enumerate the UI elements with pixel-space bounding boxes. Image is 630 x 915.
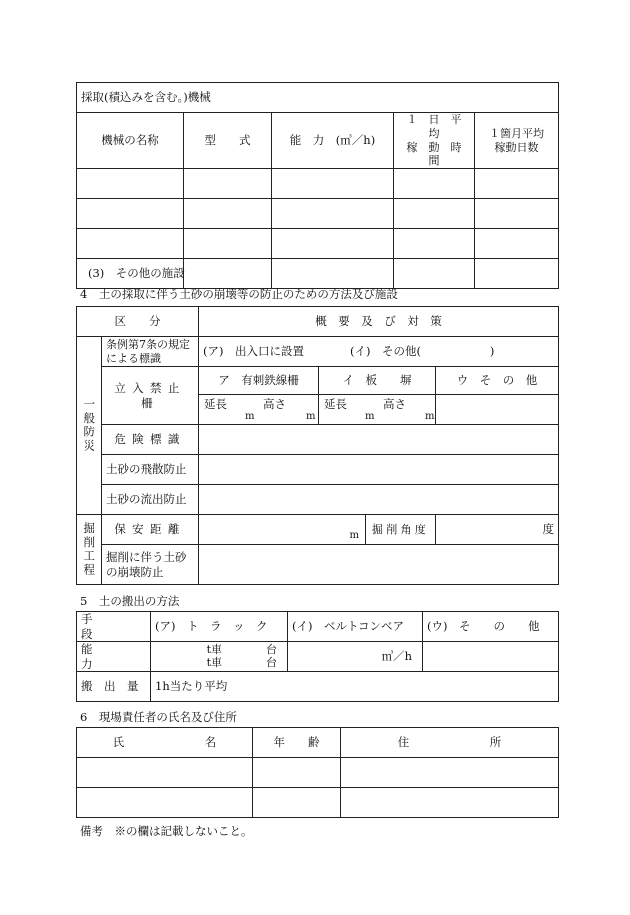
machinery-title: 採取(積込みを含む。)機械	[77, 83, 559, 113]
fence-board-dims[interactable]: 延長 高さ m m	[319, 395, 436, 425]
table-cell[interactable]	[394, 199, 475, 229]
table-cell[interactable]	[77, 229, 184, 259]
header-summary: 概 要 及 び 対 策	[199, 307, 559, 337]
table-cell[interactable]	[77, 199, 184, 229]
outflow-prevention-value[interactable]	[199, 485, 559, 515]
table-cell[interactable]	[475, 259, 559, 289]
group-general-disaster: 一般防災	[77, 337, 102, 515]
scatter-prevention-label: 土砂の飛散防止	[102, 455, 199, 485]
header-daily-hours: １ 日 平 均 稼 動 時 間	[394, 113, 475, 169]
table-cell[interactable]	[475, 229, 559, 259]
table-cell[interactable]	[475, 169, 559, 199]
machinery-table	[76, 82, 559, 289]
group-excavation: 掘削工程	[77, 515, 102, 585]
scatter-prevention-value[interactable]	[199, 455, 559, 485]
table-cell[interactable]	[272, 259, 394, 289]
table-cell[interactable]	[272, 229, 394, 259]
table-cell[interactable]	[394, 229, 475, 259]
volume-label: 搬 出 量	[77, 672, 151, 702]
table-cell[interactable]	[272, 169, 394, 199]
degree-unit: 度	[542, 522, 554, 537]
table-cell[interactable]	[341, 788, 559, 818]
header-capacity: 能 力 (㎥／h)	[272, 113, 394, 169]
table-cell[interactable]	[394, 169, 475, 199]
safety-distance-value[interactable]: m	[199, 515, 366, 545]
table-cell[interactable]	[77, 169, 184, 199]
table-cell[interactable]	[184, 199, 272, 229]
disaster-prevention-table	[76, 306, 559, 585]
header-model: 型 式	[184, 113, 272, 169]
conveyor-capacity[interactable]: ㎥／h	[288, 642, 423, 672]
section6-title: 6 現場責任者の氏名及び住所	[80, 710, 237, 724]
table-cell[interactable]	[184, 259, 272, 289]
table-cell[interactable]	[341, 758, 559, 788]
excavation-angle-value[interactable]	[436, 515, 559, 545]
table-cell[interactable]	[272, 199, 394, 229]
transport-table	[76, 611, 559, 702]
header-monthly-days: １箇月平均 稼動日数	[475, 113, 559, 169]
danger-sign-value[interactable]	[199, 425, 559, 455]
table-cell[interactable]	[77, 788, 253, 818]
sign-label: 条例第7条の規定による標識	[102, 337, 199, 367]
table-row	[77, 788, 559, 818]
table-row	[77, 229, 559, 259]
capacity-label: 能 力	[77, 642, 151, 672]
other-capacity[interactable]	[423, 642, 559, 672]
fence-type-other: ウ そ の 他	[436, 367, 559, 395]
note: 備考 ※の欄は記載しないこと。	[80, 824, 253, 838]
table-cell[interactable]	[394, 259, 475, 289]
collapse-prevention-value[interactable]	[199, 545, 559, 585]
table-cell[interactable]	[184, 229, 272, 259]
safety-distance-label: 保安距離	[102, 515, 199, 545]
section5-title: 5 土の搬出の方法	[80, 594, 180, 608]
header-machine-name: 機械の名称	[77, 113, 184, 169]
truck-capacity[interactable]: t車 台 t車 台	[151, 642, 288, 672]
fence-label: 立入禁止柵	[102, 367, 199, 425]
table-cell[interactable]	[253, 758, 341, 788]
header-category: 区 分	[77, 307, 199, 337]
fence-barbed-dims[interactable]: 延長 高さ m m	[199, 395, 319, 425]
fence-type-board: イ 板 塀	[319, 367, 436, 395]
volume-value[interactable]: 1h当たり平均	[151, 672, 559, 702]
table-cell[interactable]	[475, 199, 559, 229]
table-row	[77, 758, 559, 788]
means-other[interactable]: (ウ) そ の 他	[423, 612, 559, 642]
collapse-prevention-label: 掘削に伴う土砂の崩壊防止	[102, 545, 199, 585]
table-row	[77, 199, 559, 229]
fence-type-barbed: ア 有刺鉄線柵	[199, 367, 319, 395]
outflow-prevention-label: 土砂の流出防止	[102, 485, 199, 515]
header-name: 氏 名	[77, 728, 253, 758]
header-address: 住 所	[341, 728, 559, 758]
section3-title: (3) その他の施設	[88, 266, 185, 280]
sign-options[interactable]: (ア) 出入口に設置 (イ) その他( )	[199, 337, 559, 367]
danger-sign-label: 危険標識	[102, 425, 199, 455]
means-truck[interactable]: (ア) ト ラ ッ ク	[151, 612, 288, 642]
manager-table	[76, 727, 559, 818]
table-cell[interactable]	[77, 758, 253, 788]
means-label: 手 段	[77, 612, 151, 642]
table-row	[77, 169, 559, 199]
header-age: 年 齢	[253, 728, 341, 758]
fence-other-dims[interactable]	[436, 395, 559, 425]
means-conveyor[interactable]: (イ) ベルトコンベア	[288, 612, 423, 642]
excavation-angle-label: 掘削角度	[366, 515, 436, 545]
table-cell[interactable]	[184, 169, 272, 199]
section4-title: 4 土の採取に伴う土砂の崩壊等の防止のための方法及び施設	[80, 287, 398, 301]
table-cell[interactable]	[253, 788, 341, 818]
